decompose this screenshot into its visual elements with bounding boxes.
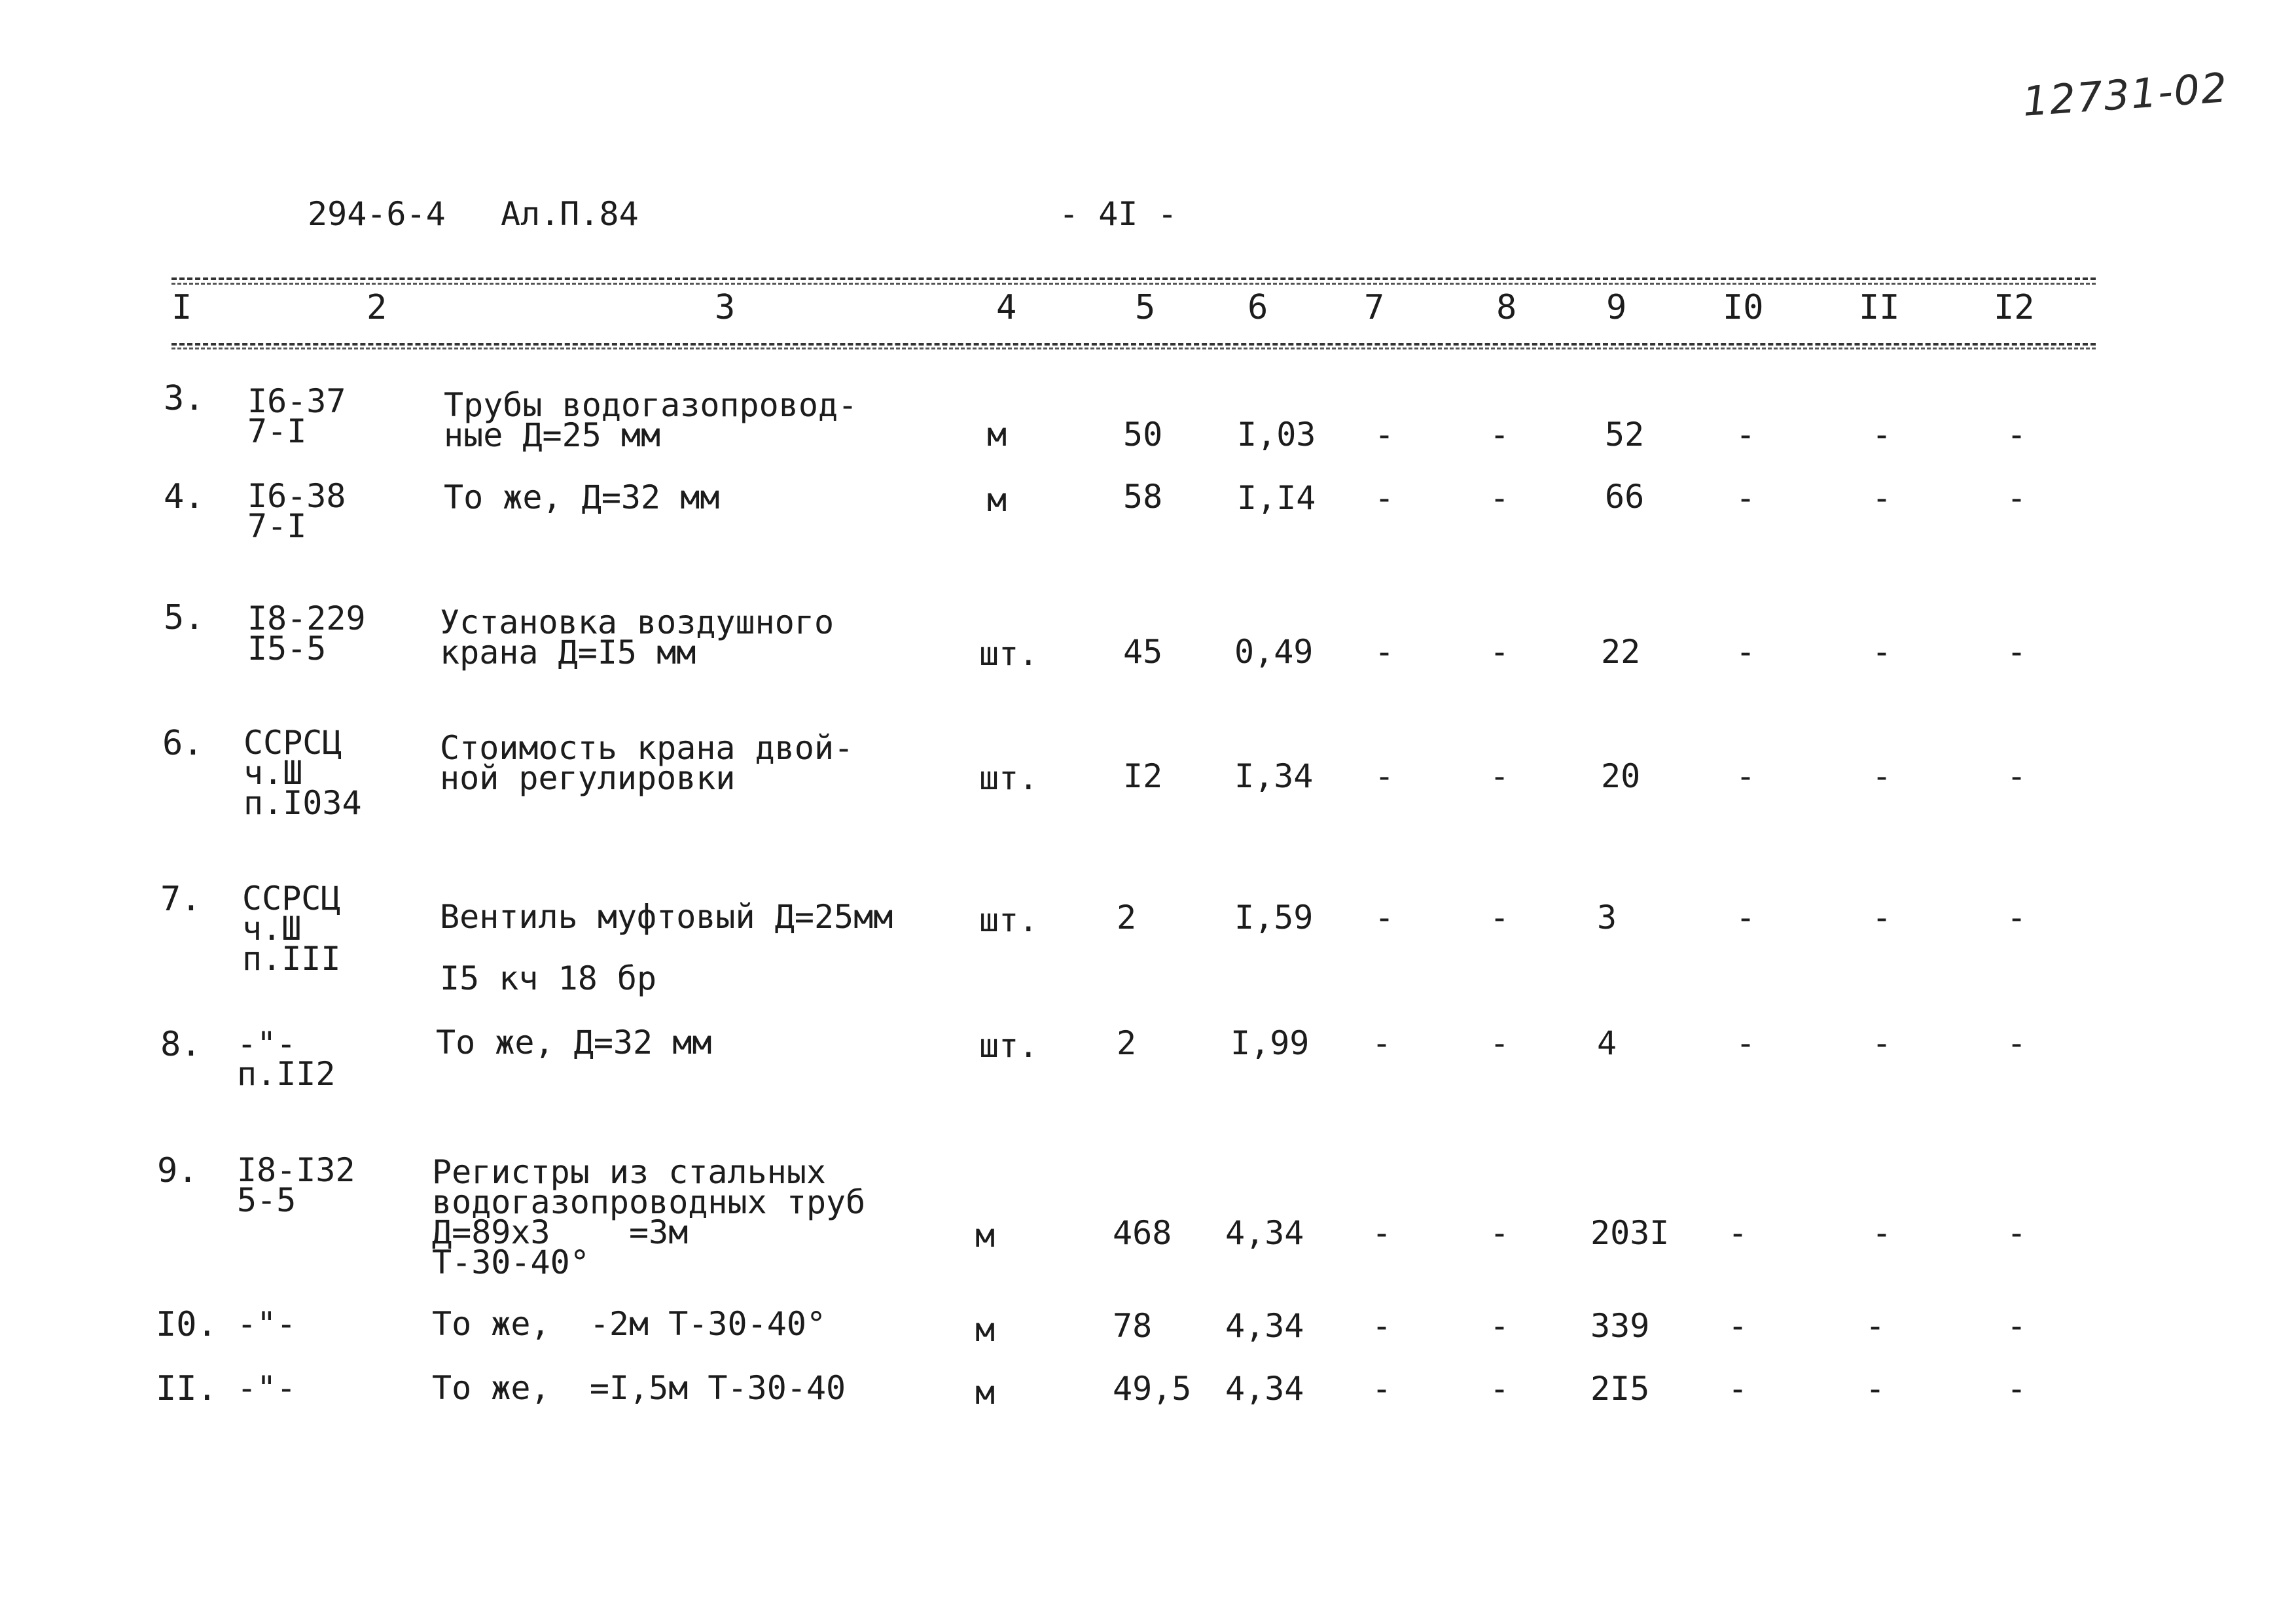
row-col12: - <box>2007 633 2027 671</box>
row-quantity: 45 <box>1123 633 1163 671</box>
column-number-12: I2 <box>1994 288 2035 327</box>
row-col8: - <box>1490 899 1510 936</box>
header-bottom-rule-secondary <box>171 348 2096 349</box>
row-col11: - <box>1865 1307 1886 1345</box>
row-quantity: I2 <box>1123 757 1163 795</box>
row-col11: - <box>1872 757 1892 795</box>
row-reference: ССРСЦ ч.Ш п.III <box>242 880 341 978</box>
row-col8: - <box>1490 1024 1510 1062</box>
row-reference: -"- п.II2 <box>237 1025 336 1093</box>
row-price: I,34 <box>1234 757 1314 795</box>
row-col7: - <box>1374 899 1395 936</box>
row-quantity: 58 <box>1123 478 1163 516</box>
row-col9: 339 <box>1590 1307 1650 1345</box>
row-col10: - <box>1736 479 1756 517</box>
row-col9: 52 <box>1605 416 1645 454</box>
row-quantity: 468 <box>1113 1214 1172 1252</box>
row-unit: шт. <box>979 759 1039 797</box>
row-description-note: I5 кч 18 бр <box>440 959 657 997</box>
column-number-6: 6 <box>1247 288 1268 327</box>
row-unit: шт. <box>979 635 1039 673</box>
row-description: То же, Д=32 мм <box>444 478 720 516</box>
row-col7: - <box>1374 416 1395 454</box>
row-number: 9. <box>157 1151 198 1190</box>
row-col12: - <box>2007 479 2027 517</box>
row-col8: - <box>1490 1307 1510 1345</box>
row-price: 0,49 <box>1234 633 1314 671</box>
row-col7: - <box>1374 757 1395 795</box>
row-number: I0. <box>156 1305 217 1344</box>
row-quantity: 50 <box>1123 416 1163 454</box>
row-col11: - <box>1872 1214 1892 1252</box>
row-reference: I6-38 7-I <box>247 477 346 545</box>
row-unit: м <box>987 481 1007 519</box>
row-number: 3. <box>164 379 205 418</box>
row-price: I,03 <box>1237 416 1316 454</box>
row-col12: - <box>2007 416 2027 454</box>
column-number-2: 2 <box>367 288 387 327</box>
row-reference: ССРСЦ ч.Ш п.I034 <box>243 724 362 822</box>
column-number-9: 9 <box>1606 288 1627 327</box>
row-description: То же, Д=32 мм <box>436 1024 712 1061</box>
row-quantity: 78 <box>1113 1307 1153 1345</box>
row-col11: - <box>1872 899 1892 936</box>
row-reference: I8-I32 5-5 <box>237 1151 355 1219</box>
row-quantity: 49,5 <box>1113 1370 1192 1408</box>
row-description: Стоимость крана двой- ной регулировки <box>440 729 854 797</box>
row-col8: - <box>1490 1214 1510 1252</box>
row-description: Вентиль муфтовый Д=25мм <box>440 898 893 936</box>
row-col9: 4 <box>1597 1024 1617 1062</box>
row-col8: - <box>1490 1370 1510 1408</box>
table-top-rule <box>171 277 2096 280</box>
page-number: - 4I - <box>1059 195 1177 233</box>
row-col9: 3 <box>1597 899 1617 936</box>
row-col7: - <box>1372 1370 1392 1408</box>
row-description: Установка воздушного крана Д=I5 мм <box>440 603 834 671</box>
row-col12: - <box>2007 1214 2027 1252</box>
row-reference: I8-229 I5-5 <box>247 599 366 668</box>
row-col12: - <box>2007 757 2027 795</box>
column-number-11: II <box>1859 288 1900 327</box>
row-price: I,59 <box>1234 899 1314 936</box>
row-quantity: 2 <box>1117 1024 1137 1062</box>
row-unit: шт. <box>979 1027 1039 1065</box>
album-number: Ал.П.84 <box>501 195 639 233</box>
row-col7: - <box>1372 1214 1392 1252</box>
row-col11: - <box>1865 1370 1886 1408</box>
row-col9: 2I5 <box>1590 1370 1650 1408</box>
row-number: II. <box>156 1369 217 1408</box>
row-col7: - <box>1374 633 1395 671</box>
row-col10: - <box>1736 633 1756 671</box>
row-price: I,99 <box>1230 1024 1310 1062</box>
row-description: Регистры из стальных водогазопроводных труб Д=89х3 =3м Т-30-40° <box>432 1153 866 1281</box>
row-unit: шт. <box>979 901 1039 939</box>
column-number-10: I0 <box>1723 288 1764 327</box>
row-description: То же, =I,5м Т-30-40 <box>432 1369 846 1407</box>
row-reference: -"- <box>237 1369 296 1407</box>
row-col10: - <box>1736 1024 1756 1062</box>
row-number: 5. <box>164 598 205 637</box>
document-code: 294-6-4 <box>308 195 446 233</box>
row-reference: -"- <box>237 1305 296 1343</box>
row-number: 7. <box>160 880 202 919</box>
row-price: I,I4 <box>1237 479 1316 517</box>
row-unit: м <box>987 416 1007 454</box>
row-col10: - <box>1728 1370 1748 1408</box>
row-col10: - <box>1736 899 1756 936</box>
header-bottom-rule <box>171 343 2096 346</box>
row-description: Трубы водогазопровод- ные Д=25 мм <box>444 386 858 454</box>
row-col12: - <box>2007 899 2027 936</box>
row-col9: 66 <box>1605 478 1645 516</box>
row-col7: - <box>1372 1307 1392 1345</box>
row-description: То же, -2м Т-30-40° <box>432 1305 827 1343</box>
row-number: 6. <box>162 724 204 763</box>
row-col12: - <box>2007 1307 2027 1345</box>
row-number: 8. <box>160 1025 202 1064</box>
row-col9: 20 <box>1601 757 1641 795</box>
archive-number: 12731-02 <box>2020 63 2230 126</box>
row-col9: 22 <box>1601 633 1641 671</box>
table-top-rule-secondary <box>171 283 2096 285</box>
row-col8: - <box>1490 479 1510 517</box>
column-number-4: 4 <box>996 288 1017 327</box>
row-col11: - <box>1872 1024 1892 1062</box>
row-col10: - <box>1736 416 1756 454</box>
row-col11: - <box>1872 479 1892 517</box>
column-number-5: 5 <box>1135 288 1156 327</box>
row-col8: - <box>1490 757 1510 795</box>
row-col11: - <box>1872 416 1892 454</box>
row-col7: - <box>1372 1024 1392 1062</box>
row-unit: м <box>975 1374 996 1412</box>
column-number-7: 7 <box>1364 288 1385 327</box>
row-col9: 203I <box>1590 1214 1670 1252</box>
row-col12: - <box>2007 1370 2027 1408</box>
row-col12: - <box>2007 1024 2027 1062</box>
row-price: 4,34 <box>1225 1214 1304 1252</box>
row-price: 4,34 <box>1225 1370 1304 1408</box>
row-col11: - <box>1872 633 1892 671</box>
row-col10: - <box>1728 1307 1748 1345</box>
row-quantity: 2 <box>1117 899 1137 936</box>
row-col8: - <box>1490 416 1510 454</box>
row-number: 4. <box>164 477 205 516</box>
row-col8: - <box>1490 633 1510 671</box>
column-number-3: 3 <box>715 288 736 327</box>
row-reference: I6-37 7-I <box>247 382 346 450</box>
row-col10: - <box>1736 757 1756 795</box>
row-col10: - <box>1728 1214 1748 1252</box>
row-unit: м <box>975 1311 996 1349</box>
row-col7: - <box>1374 479 1395 517</box>
column-number-8: 8 <box>1496 288 1517 327</box>
row-unit: м <box>975 1217 996 1255</box>
row-price: 4,34 <box>1225 1307 1304 1345</box>
column-number-1: I <box>171 288 192 327</box>
